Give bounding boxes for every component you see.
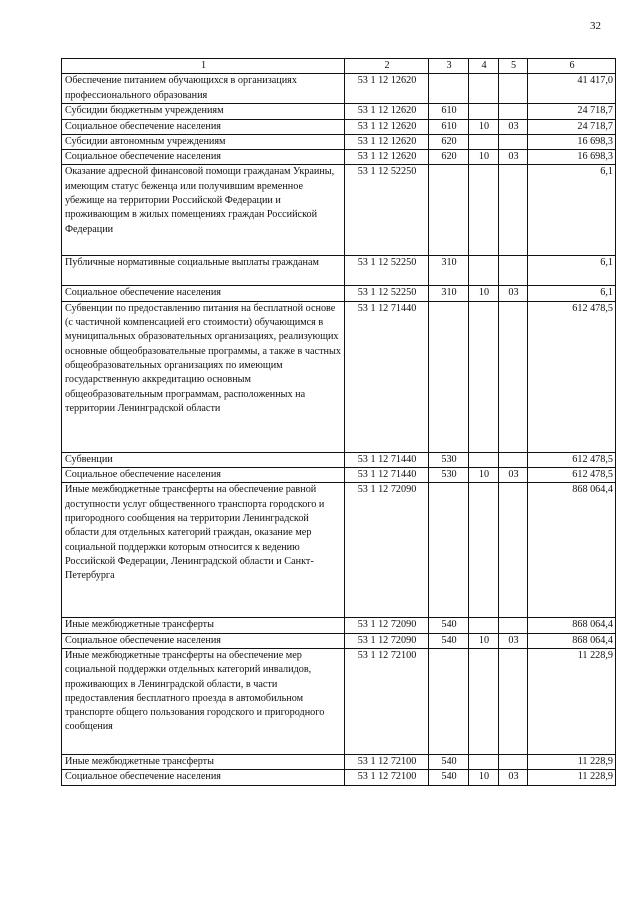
row-amount: 11 228,9 <box>528 754 616 769</box>
row-col-3: 530 <box>429 452 469 467</box>
row-col-5: 03 <box>499 150 528 165</box>
row-code: 53 1 12 71440 <box>345 452 429 467</box>
row-col-3: 620 <box>429 134 469 149</box>
table-row <box>62 256 616 286</box>
row-col-4: 10 <box>469 119 499 134</box>
table-row <box>62 468 616 483</box>
row-col-4 <box>469 134 499 149</box>
row-name: Субсидии автономным учреждениям <box>62 134 345 149</box>
row-code: 53 1 12 72090 <box>345 483 429 618</box>
header-col-5: 5 <box>499 59 528 74</box>
row-name: Субсидии бюджетным учреждениям <box>62 104 345 119</box>
row-col-5 <box>499 618 528 633</box>
row-code: 53 1 12 72100 <box>345 770 429 785</box>
row-col-5 <box>499 452 528 467</box>
row-code: 53 1 12 52250 <box>345 165 429 256</box>
row-name: Социальное обеспечение населения <box>62 633 345 648</box>
budget-table <box>61 58 616 786</box>
table-row <box>62 483 616 618</box>
row-col-4 <box>469 256 499 286</box>
row-col-5 <box>499 301 528 452</box>
row-amount: 868 064,4 <box>528 618 616 633</box>
row-name: Иные межбюджетные трансферты <box>62 754 345 769</box>
table-body <box>62 59 616 786</box>
header-col-1: 1 <box>62 59 345 74</box>
row-name: Иные межбюджетные трансферты на обеспечение равной доступности услуг общественного транспорта городского и пригородного сообщения на территории Ленинградской области для отдельных категорий граждан, оказание мер социальной поддержки которым относится к ведению Российской Федерации, Ленинградской области и Санкт-Петербурга <box>62 483 345 618</box>
row-col-5 <box>499 754 528 769</box>
row-code: 53 1 12 72100 <box>345 754 429 769</box>
row-col-4: 10 <box>469 150 499 165</box>
header-col-6: 6 <box>528 59 616 74</box>
row-code: 53 1 12 12620 <box>345 134 429 149</box>
row-code: 53 1 12 12620 <box>345 119 429 134</box>
row-col-5 <box>499 74 528 104</box>
row-amount: 6,1 <box>528 256 616 286</box>
row-amount: 6,1 <box>528 165 616 256</box>
row-col-4: 10 <box>469 633 499 648</box>
row-name: Публичные нормативные социальные выплаты гражданам <box>62 256 345 286</box>
row-amount: 6,1 <box>528 286 616 301</box>
row-code: 53 1 12 12620 <box>345 150 429 165</box>
table-row <box>62 165 616 256</box>
row-amount: 612 478,5 <box>528 452 616 467</box>
table-row <box>62 648 616 754</box>
row-col-5 <box>499 256 528 286</box>
row-col-3 <box>429 165 469 256</box>
row-col-3: 610 <box>429 104 469 119</box>
table-row <box>62 134 616 149</box>
row-col-5: 03 <box>499 468 528 483</box>
row-col-4: 10 <box>469 286 499 301</box>
row-col-3: 530 <box>429 468 469 483</box>
row-amount: 16 698,3 <box>528 150 616 165</box>
row-name: Социальное обеспечение населения <box>62 119 345 134</box>
row-name: Иные межбюджетные трансферты <box>62 618 345 633</box>
row-code: 53 1 12 12620 <box>345 74 429 104</box>
row-col-3: 620 <box>429 150 469 165</box>
row-col-3 <box>429 648 469 754</box>
row-col-3: 540 <box>429 754 469 769</box>
table-row <box>62 770 616 785</box>
row-amount: 868 064,4 <box>528 633 616 648</box>
row-col-5 <box>499 165 528 256</box>
table-header-row <box>62 59 616 74</box>
row-col-4 <box>469 483 499 618</box>
row-col-4 <box>469 452 499 467</box>
row-col-4: 10 <box>469 468 499 483</box>
row-col-5: 03 <box>499 633 528 648</box>
row-col-3: 540 <box>429 770 469 785</box>
table-row <box>62 633 616 648</box>
row-col-4 <box>469 648 499 754</box>
row-col-5: 03 <box>499 119 528 134</box>
table-row <box>62 301 616 452</box>
header-col-2: 2 <box>345 59 429 74</box>
row-name: Субвенции <box>62 452 345 467</box>
row-amount: 16 698,3 <box>528 134 616 149</box>
row-col-5 <box>499 483 528 618</box>
row-name: Обеспечение питанием обучающихся в организациях профессионального образования <box>62 74 345 104</box>
row-amount: 868 064,4 <box>528 483 616 618</box>
row-col-5 <box>499 648 528 754</box>
header-col-3: 3 <box>429 59 469 74</box>
table-row <box>62 150 616 165</box>
page-number: 32 <box>590 20 601 32</box>
row-amount: 11 228,9 <box>528 770 616 785</box>
row-col-3: 540 <box>429 618 469 633</box>
row-name: Оказание адресной финансовой помощи гражданам Украины, имеющим статус беженца или получившим временное убежище на территории Российской Федерации и проживающим в жилых помещениях граждан Российской Федерации <box>62 165 345 256</box>
row-col-5 <box>499 134 528 149</box>
row-col-4 <box>469 618 499 633</box>
row-code: 53 1 12 52250 <box>345 286 429 301</box>
row-name: Социальное обеспечение населения <box>62 468 345 483</box>
row-col-4 <box>469 165 499 256</box>
row-col-3: 310 <box>429 256 469 286</box>
table-row <box>62 452 616 467</box>
row-col-3 <box>429 74 469 104</box>
row-amount: 24 718,7 <box>528 119 616 134</box>
row-amount: 612 478,5 <box>528 468 616 483</box>
row-col-5: 03 <box>499 770 528 785</box>
row-amount: 24 718,7 <box>528 104 616 119</box>
row-code: 53 1 12 52250 <box>345 256 429 286</box>
row-name: Иные межбюджетные трансферты на обеспечение мер социальной поддержки отдельных категорий инвалидов, проживающих в Ленинградской области, в части предоставления бесплатного проезда в автомобильном транспорте общего пользования городского и пригородного сообщения <box>62 648 345 754</box>
row-col-4 <box>469 754 499 769</box>
row-col-5 <box>499 104 528 119</box>
row-col-3 <box>429 301 469 452</box>
row-amount: 11 228,9 <box>528 648 616 754</box>
row-code: 53 1 12 72090 <box>345 618 429 633</box>
row-code: 53 1 12 12620 <box>345 104 429 119</box>
row-col-4 <box>469 104 499 119</box>
table-row <box>62 74 616 104</box>
row-code: 53 1 12 71440 <box>345 468 429 483</box>
header-col-4: 4 <box>469 59 499 74</box>
row-name: Субвенции по предоставлению питания на бесплатной основе (с частичной компенсацией его стоимости) обучающимся в муниципальных образовательных организациях, реализующих основные общеобразовательные программы, а также в частных общеобразовательных организациях по имеющим государственную аккредитацию основным общеобразовательным программам, расположенных на территории Ленинградской области <box>62 301 345 452</box>
table-row <box>62 754 616 769</box>
row-code: 53 1 12 72100 <box>345 648 429 754</box>
row-col-4 <box>469 301 499 452</box>
table-row <box>62 104 616 119</box>
row-col-3: 310 <box>429 286 469 301</box>
row-col-3 <box>429 483 469 618</box>
row-col-4 <box>469 74 499 104</box>
row-code: 53 1 12 72090 <box>345 633 429 648</box>
row-col-4: 10 <box>469 770 499 785</box>
row-amount: 41 417,0 <box>528 74 616 104</box>
row-col-5: 03 <box>499 286 528 301</box>
row-name: Социальное обеспечение населения <box>62 286 345 301</box>
row-amount: 612 478,5 <box>528 301 616 452</box>
row-name: Социальное обеспечение населения <box>62 770 345 785</box>
row-code: 53 1 12 71440 <box>345 301 429 452</box>
table-row <box>62 286 616 301</box>
row-name: Социальное обеспечение населения <box>62 150 345 165</box>
row-col-3: 540 <box>429 633 469 648</box>
table-row <box>62 618 616 633</box>
table-row <box>62 119 616 134</box>
row-col-3: 610 <box>429 119 469 134</box>
